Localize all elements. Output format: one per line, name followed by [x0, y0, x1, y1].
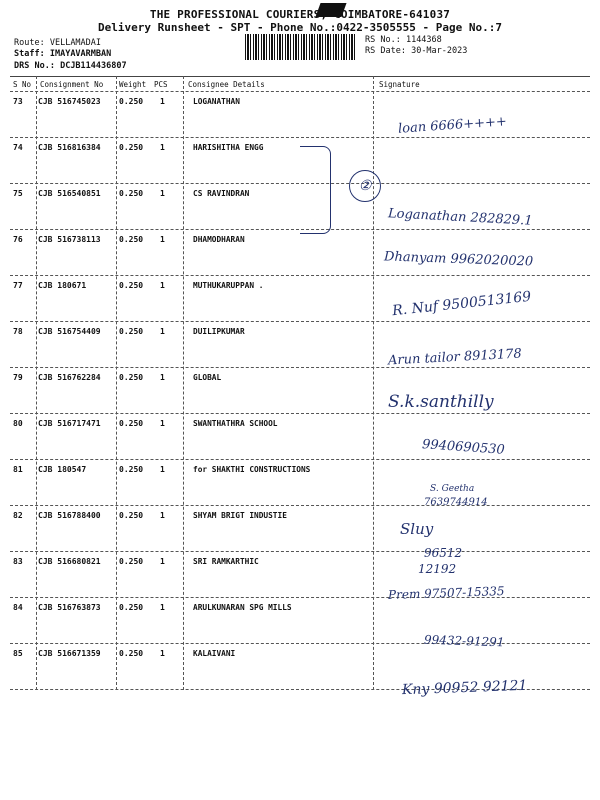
row-sno: 85	[13, 649, 23, 658]
ink-bracket	[300, 146, 331, 234]
row-sno: 74	[13, 143, 23, 152]
row-sno: 75	[13, 189, 23, 198]
row-weight: 0.250	[119, 649, 144, 658]
row-consignment-no: CJB 516738113	[38, 235, 101, 244]
row-consignment-no: CJB 516763873	[38, 603, 101, 612]
circled-stamp: ②	[349, 170, 381, 202]
row-sno: 80	[13, 419, 23, 428]
row-consignee: KALAIVANI	[193, 649, 236, 658]
row-separator	[10, 275, 590, 276]
row-consignee: DHAMODHARAN	[193, 235, 245, 244]
handwritten-signature: Arun tailor 8913178	[387, 346, 523, 369]
row-weight: 0.250	[119, 419, 144, 428]
row-separator	[10, 505, 590, 506]
row-consignment-no: CJB 180547	[38, 465, 87, 474]
rs-date-value: 30-Mar-2023	[411, 46, 468, 56]
handwritten-signature: Prem 97507-15335	[387, 583, 505, 603]
row-sno: 76	[13, 235, 23, 244]
drs-value: DCJB114436807	[60, 61, 127, 71]
col-header-sno: S No	[13, 80, 32, 89]
row-separator	[10, 137, 590, 138]
rs-no-value: 1144368	[405, 35, 442, 45]
row-separator	[10, 459, 590, 460]
row-sno: 81	[13, 465, 23, 474]
handwritten-signature: S. Geetha	[430, 484, 475, 494]
row-consignee: for SHAKTHI CONSTRUCTIONS	[193, 465, 311, 474]
row-consignee: HARISHITHA ENGG	[193, 143, 264, 152]
row-consignee: SHYAM BRIGT INDUSTIE	[193, 511, 287, 520]
route-line: Route: VELLAMADAI	[14, 38, 102, 48]
row-separator	[10, 321, 590, 322]
row-sno: 84	[13, 603, 23, 612]
row-pcs: 1	[160, 419, 165, 428]
row-consignee: SWANTHATHRA SCHOOL	[193, 419, 278, 428]
row-sno: 73	[13, 97, 23, 106]
row-weight: 0.250	[119, 511, 144, 520]
row-weight: 0.250	[119, 373, 144, 382]
row-consignee: LOGANATHAN	[193, 97, 240, 106]
row-consignee: MUTHUKARUPPAN .	[193, 281, 264, 290]
row-weight: 0.250	[119, 327, 144, 336]
handwritten-signature: Sluy	[400, 520, 434, 538]
row-consignment-no: CJB 516717471	[38, 419, 101, 428]
row-pcs: 1	[160, 373, 165, 382]
row-consignment-no: CJB 180671	[38, 281, 87, 290]
col-header-weight: Weight	[119, 80, 147, 89]
row-pcs: 1	[160, 511, 165, 520]
rs-date-line: RS Date: 30-Mar-2023	[365, 46, 468, 56]
row-pcs: 1	[160, 557, 165, 566]
handwritten-signature: R. Nuf 9500513169	[391, 288, 532, 320]
row-separator	[10, 367, 590, 368]
row-weight: 0.250	[119, 465, 144, 474]
row-sno: 78	[13, 327, 23, 336]
row-weight: 0.250	[119, 557, 144, 566]
row-consignee: DUILIPKUMAR	[193, 327, 245, 336]
handwritten-signature: S.k.santhilly	[388, 392, 494, 412]
row-weight: 0.250	[119, 281, 144, 290]
row-consignment-no: CJB 516540851	[38, 189, 101, 198]
runsheet-title: Delivery Runsheet - SPT - Phone No.:0422-3505555 - Page No.:7	[98, 21, 502, 34]
row-pcs: 1	[160, 189, 165, 198]
row-sno: 79	[13, 373, 23, 382]
row-weight: 0.250	[119, 97, 144, 106]
row-pcs: 1	[160, 327, 165, 336]
rs-no-line: RS No.: 1144368	[365, 35, 442, 45]
route-value: VELLAMADAI	[49, 38, 102, 48]
row-consignment-no: CJB 516788400	[38, 511, 101, 520]
row-consignment-no: CJB 516754409	[38, 327, 101, 336]
row-pcs: 1	[160, 603, 165, 612]
row-pcs: 1	[160, 97, 165, 106]
handwritten-signature: Dhanyam 9962020020	[383, 249, 534, 270]
handwritten-signature: 7639744914	[424, 497, 488, 508]
row-consignee: SRI RAMKARTHIC	[193, 557, 259, 566]
row-consignee: GLOBAL	[193, 373, 222, 382]
row-weight: 0.250	[119, 143, 144, 152]
row-consignment-no: CJB 516816384	[38, 143, 101, 152]
staff-line: Staff: IMAYAVARMBAN	[14, 49, 112, 59]
row-separator	[10, 413, 590, 414]
handwritten-signature: loan 6666++++	[397, 114, 508, 137]
handwritten-signature: 12192	[418, 562, 457, 576]
row-weight: 0.250	[119, 189, 144, 198]
drs-line: DRS No.: DCJB114436807	[14, 61, 127, 71]
handwritten-signature: 96512	[424, 546, 463, 560]
handwritten-signature: Kny 90952 92121	[401, 677, 528, 699]
header-rule	[10, 91, 590, 92]
table-top-rule	[10, 76, 590, 77]
col-header-consignment: Consignment No	[40, 80, 104, 89]
row-consignment-no: CJB 516762284	[38, 373, 101, 382]
row-separator	[10, 551, 590, 552]
row-pcs: 1	[160, 465, 165, 474]
row-pcs: 1	[160, 143, 165, 152]
company-title: THE PROFESSIONAL COURIERS, COIMBATORE-641037	[149, 8, 451, 21]
row-weight: 0.250	[119, 235, 144, 244]
staff-value: IMAYAVARMBAN	[49, 49, 112, 59]
row-consignment-no: CJB 516680821	[38, 557, 101, 566]
handwritten-signature: 9940690530	[421, 437, 506, 458]
row-consignee: ARULKUNARAN SPG MILLS	[193, 603, 292, 612]
row-consignment-no: CJB 516671359	[38, 649, 101, 658]
row-sno: 77	[13, 281, 23, 290]
col-header-signature: Signature	[379, 80, 420, 89]
handwritten-signature: 99432-91291	[423, 632, 505, 650]
row-weight: 0.250	[119, 603, 144, 612]
row-pcs: 1	[160, 281, 165, 290]
col-header-consignee: Consignee Details	[188, 80, 265, 89]
row-pcs: 1	[160, 649, 165, 658]
handwritten-signature: Loganathan 282829.1	[387, 206, 533, 229]
row-sno: 83	[13, 557, 23, 566]
row-consignee: CS RAVINDRAN	[193, 189, 250, 198]
col-header-pcs: PCS	[154, 80, 168, 89]
row-sno: 82	[13, 511, 23, 520]
barcode	[245, 34, 357, 60]
row-consignment-no: CJB 516745023	[38, 97, 101, 106]
row-pcs: 1	[160, 235, 165, 244]
